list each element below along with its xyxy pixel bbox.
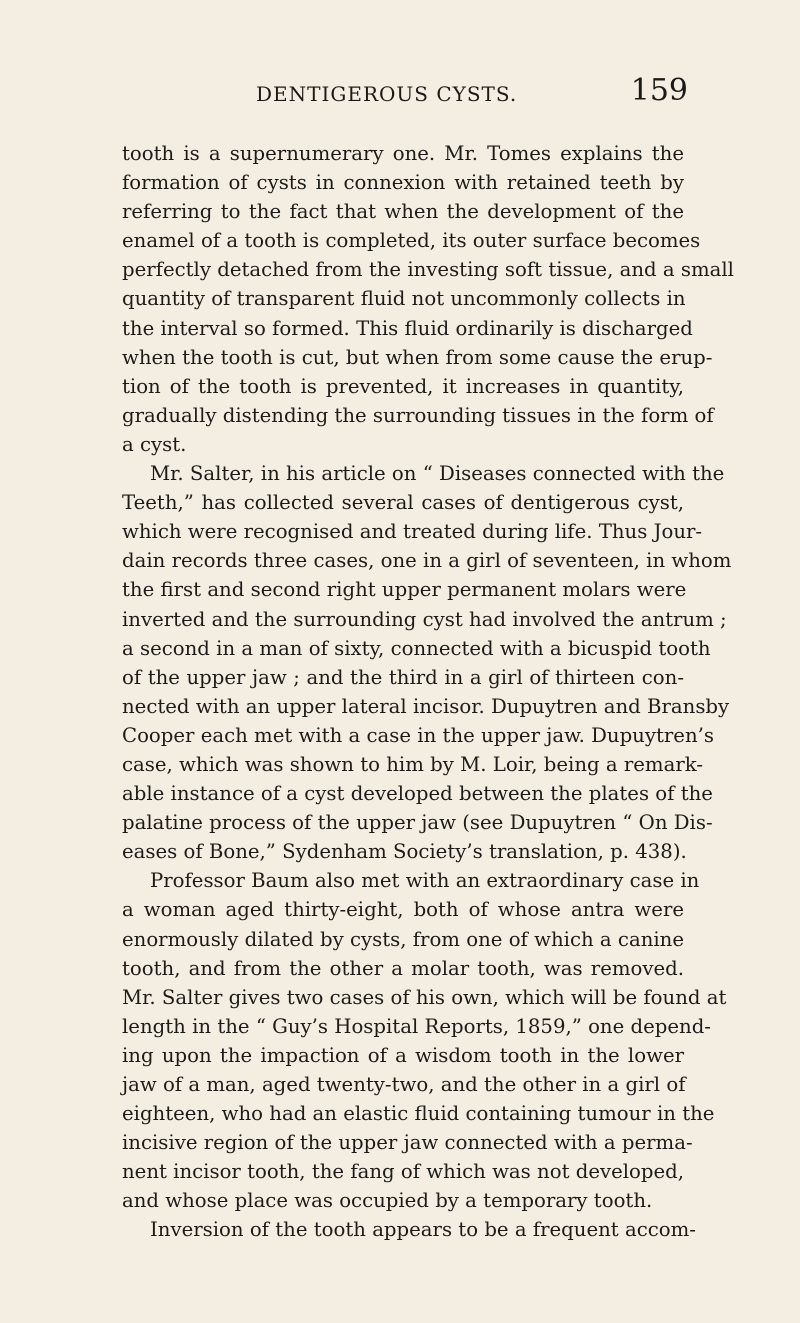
text-line: a woman aged thirty-eight, both of whose antra were xyxy=(122,898,684,922)
page-header xyxy=(256,74,688,118)
text-line: able instance of a cyst developed between the plates of the xyxy=(122,782,713,806)
text-line: tooth, and from the other a molar tooth, was removed. xyxy=(122,956,684,980)
text-line: Teeth,” has collected several cases of dentigerous cyst, xyxy=(122,491,684,515)
text-line: enamel of a tooth is completed, its outer surface becomes xyxy=(122,229,701,253)
text-line: referring to the fact that when the development of the xyxy=(122,200,684,224)
text-line: palatine process of the upper jaw (see Dupuytren “ On Dis- xyxy=(122,811,713,835)
text-line: Cooper each met with a case in the upper jaw. Dupuytren’s xyxy=(122,723,714,747)
page-number: 159 xyxy=(630,73,688,108)
text-line: quantity of transparent fluid not uncommonly collects in xyxy=(122,287,686,311)
text-line: formation of cysts in connexion with retained teeth by xyxy=(122,171,684,195)
text-line: eases of Bone,” Sydenham Society’s translation, p. 438). xyxy=(122,840,687,864)
text-line: case, which was shown to him by M. Loir, being a remark- xyxy=(122,752,703,776)
text-line: a cyst. xyxy=(122,432,187,456)
body-text xyxy=(122,139,734,1245)
text-line: perfectly detached from the investing soft tissue, and a small xyxy=(122,258,734,282)
text-line: ing upon the impaction of a wisdom tooth in the lower xyxy=(122,1043,684,1067)
running-head: DENTIGEROUS CYSTS. xyxy=(256,82,518,106)
text-line: gradually distending the surrounding tissues in the form of xyxy=(122,403,714,427)
text-line: a second in a man of sixty, connected with a bicuspid tooth xyxy=(122,636,711,660)
text-line: which were recognised and treated during life. Thus Jour- xyxy=(122,520,703,544)
text-line: inverted and the surrounding cyst had involved the antrum ; xyxy=(122,607,727,631)
text-line: eighteen, who had an elastic fluid containing tumour in the xyxy=(122,1102,715,1126)
text-line: length in the “ Guy’s Hospital Reports, 1859,” one depend- xyxy=(122,1014,711,1038)
text-line: Mr. Salter, in his article on “ Diseases connected with the xyxy=(150,462,725,486)
text-line: when the tooth is cut, but when from some cause the erup- xyxy=(122,345,713,369)
text-line: incisive region of the upper jaw connected with a perma- xyxy=(122,1131,693,1155)
text-line: and whose place was occupied by a temporary tooth. xyxy=(122,1189,653,1213)
text-line: nected with an upper lateral incisor. Dupuytren and Bransby xyxy=(122,694,730,718)
text-line: of the upper jaw ; and the third in a girl of thirteen con- xyxy=(122,665,684,689)
text-line: the interval so formed. This fluid ordinarily is discharged xyxy=(122,316,693,340)
text-line: dain records three cases, one in a girl of seventeen, in whom xyxy=(122,549,732,573)
text-line: jaw of a man, aged twenty-two, and the other in a girl of xyxy=(122,1073,686,1096)
text-line: Mr. Salter gives two cases of his own, which will be found at xyxy=(122,985,727,1009)
text-line: nent incisor tooth, the fang of which was not developed, xyxy=(122,1160,685,1184)
text-line: Professor Baum also met with an extraordinary case in xyxy=(150,869,700,893)
text-line: tion of the tooth is prevented, it increases in quantity, xyxy=(122,374,684,398)
text-line: Inversion of the tooth appears to be a frequent accom- xyxy=(150,1218,696,1242)
text-line: enormously dilated by cysts, from one of which a canine xyxy=(122,927,684,951)
text-line: the first and second right upper permanent molars were xyxy=(122,578,687,602)
text-line: tooth is a supernumerary one. Mr. Tomes explains the xyxy=(122,142,684,165)
